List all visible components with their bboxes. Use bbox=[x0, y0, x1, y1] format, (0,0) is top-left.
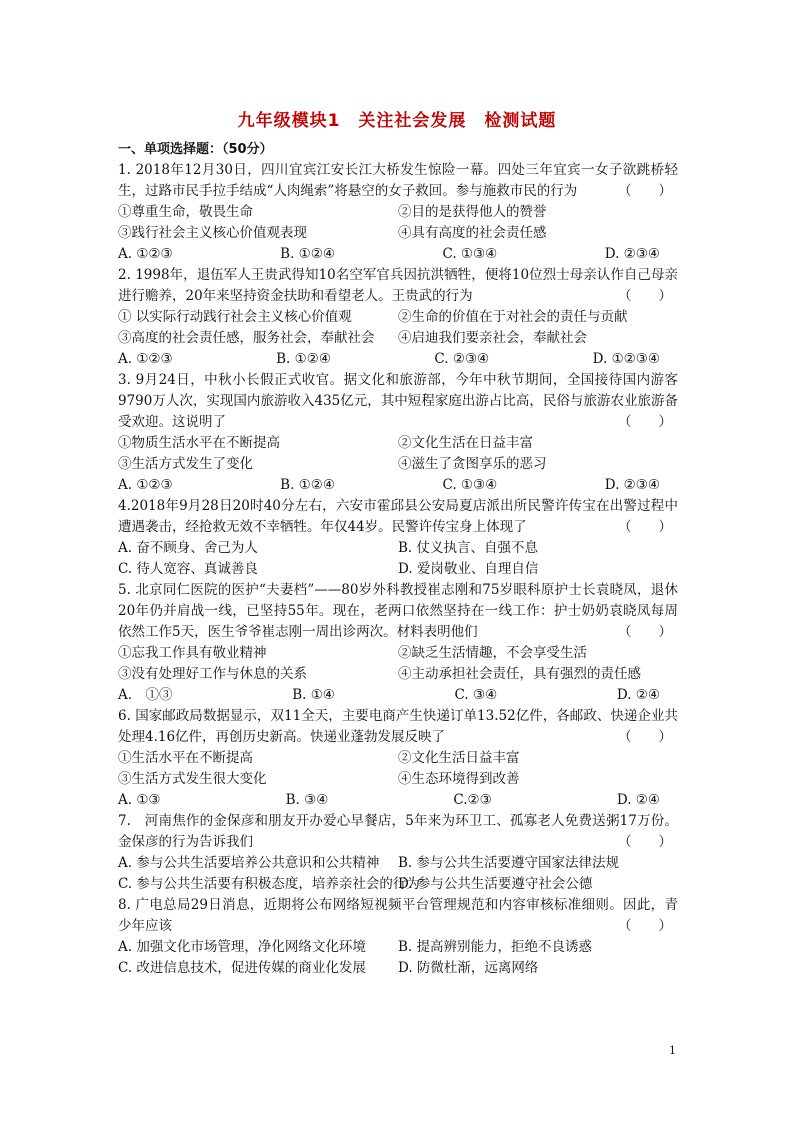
option-a: A. 参与公共生活要培养公共意识和公共精神 bbox=[118, 855, 380, 871]
option-a: A. 奋不顾身、舍己为人 bbox=[118, 540, 258, 556]
question-6 bbox=[118, 706, 678, 811]
option-b: B. ①②④ bbox=[280, 246, 335, 262]
option-b: B. ①②④ bbox=[280, 477, 335, 493]
option-b: B. ③④ bbox=[285, 792, 329, 808]
answer-bracket: （ ） bbox=[618, 183, 672, 199]
option-a: A. ①②③ bbox=[118, 246, 173, 262]
option-d: D. 参与公共生活要遵守社会公德 bbox=[398, 876, 593, 892]
question-stem: 8. 广电总局29日消息，近期将公布网络短视频平台管理规范和内容审核标准细则。因此，青少年应该 （ ） bbox=[118, 895, 678, 937]
statement-item: ①忘我工作具有敬业精神 bbox=[118, 645, 267, 661]
option-row bbox=[118, 475, 678, 496]
answer-bracket: （ ） bbox=[618, 414, 672, 430]
statement-item: ②目的是获得他人的赞誉 bbox=[398, 204, 547, 220]
question-1 bbox=[118, 160, 678, 265]
statement-item: ④启迪我们要亲社会，奉献社会 bbox=[398, 330, 587, 346]
option-row bbox=[118, 790, 678, 811]
question-8 bbox=[118, 895, 678, 979]
option-c: C. 改进信息技术，促进传媒的商业化发展 bbox=[118, 960, 366, 976]
option-row bbox=[118, 244, 678, 265]
question-3 bbox=[118, 370, 678, 496]
statement-item: ①尊重生命，敬畏生命 bbox=[118, 204, 253, 220]
question-stem: 3. 9月24日，中秋小长假正式收官。据文化和旅游部，今年中秋节期间，全国接待国内游客9790万人次，实现国内旅游收入435亿元，其中短程家庭出游占比高，民俗与旅游农业旅游备受欢迎。这说明了 （ ） bbox=[118, 370, 678, 433]
answer-bracket: （ ） bbox=[618, 624, 672, 640]
option-b: B. 参与公共生活要遵守国家法律法规 bbox=[398, 855, 620, 871]
option-c: C. ③④ bbox=[454, 687, 498, 703]
statement-item: ②生命的价值在于对社会的责任与贡献 bbox=[398, 309, 628, 325]
option-d: D. ②④ bbox=[616, 792, 660, 808]
statement-item: ③生活方式发生了变化 bbox=[118, 456, 253, 472]
question-stem: 4.2018年9月28日20时40分左右，六安市霍邱县公安局夏店派出所民警许传宝在出警过程中遭遇袭击，经抢救无效不幸牺牲。年仅44岁。民警许传宝身上体现了 （ ） bbox=[118, 496, 678, 538]
question-7 bbox=[118, 811, 678, 895]
answer-bracket: （ ） bbox=[618, 288, 672, 304]
option-d: D. 爱岗敬业、自理自信 bbox=[398, 561, 539, 577]
option-c: C. 参与公共生活要有积极态度，培养亲社会的行为 bbox=[118, 876, 420, 892]
option-d: D. ②④ bbox=[616, 687, 660, 703]
option-d: D. ②③④ bbox=[604, 477, 660, 493]
statement-item: ③生活方式发生很大变化 bbox=[118, 771, 267, 787]
question-2 bbox=[118, 265, 678, 370]
option-b: B. 仗义执言、自强不息 bbox=[398, 540, 539, 556]
option-a: A. ①③ bbox=[118, 792, 161, 808]
option-c: C. 待人宽容、真诚善良 bbox=[118, 561, 258, 577]
answer-bracket: （ ） bbox=[618, 519, 672, 535]
document-body bbox=[118, 139, 678, 979]
option-c: C. ②③④ bbox=[434, 351, 490, 367]
statement-item: ④滋生了贪图享乐的恶习 bbox=[398, 456, 547, 472]
document-title: 九年级模块1 关注社会发展 检测试题 bbox=[237, 111, 557, 131]
option-b: B. ①④ bbox=[292, 687, 335, 703]
option-c: C. ①③④ bbox=[442, 246, 498, 262]
statement-item: ②文化生活日益丰富 bbox=[398, 750, 520, 766]
page-number: 1 bbox=[669, 1044, 676, 1057]
question-5 bbox=[118, 580, 678, 706]
question-4 bbox=[118, 496, 678, 580]
option-a: A. ①②③ bbox=[118, 351, 173, 367]
statement-item: ④主动承担社会责任，具有强烈的责任感 bbox=[398, 666, 641, 682]
statement-item: ③没有处理好工作与休息的关系 bbox=[118, 666, 307, 682]
statement-item: ④生态环境得到改善 bbox=[398, 771, 520, 787]
statement-item: ②缺乏生活情趣，不会享受生活 bbox=[398, 645, 587, 661]
answer-bracket: （ ） bbox=[618, 834, 672, 850]
question-stem: 1. 2018年12月30日，四川宜宾江安长江大桥发生惊险一幕。四处三年宜宾一女子欲跳桥轻生，过路市民手拉手结成“人肉绳索”将悬空的女子救回。参与施救市民的行为 （ ） bbox=[118, 160, 678, 202]
answer-bracket: （ ） bbox=[618, 918, 672, 934]
statement-item: ④具有高度的社会责任感 bbox=[398, 225, 547, 241]
option-row bbox=[118, 685, 678, 706]
option-b: B. ①②④ bbox=[276, 351, 331, 367]
option-c: C.②③ bbox=[453, 792, 492, 808]
option-a: A. 加强文化市场管理，净化网络文化环境 bbox=[118, 939, 366, 955]
statement-item: ③高度的社会责任感，服务社会，奉献社会 bbox=[118, 330, 375, 346]
question-stem: 5. 北京同仁医院的医护“夫妻档”——80岁外科教授崔志刚和75岁眼科原护士长袁晓凤，退休20年仍并肩战一线，已坚持55年。现在，老两口依然坚持在一线工作：护士奶奶袁晓凤每周依然工作5天，医生爷爷崔志刚一周出诊两次。材料表明他们 （ ） bbox=[118, 580, 678, 643]
option-d: D. ①②③④ bbox=[592, 351, 660, 367]
question-stem: 2. 1998年，退伍军人王贵武得知10名空军官兵因抗洪牺牲，便将10位烈士母亲认作自己母亲进行赡养，20年来坚持资金扶助和看望老人。王贵武的行为 （ ） bbox=[118, 265, 678, 307]
option-a: A. ①②③ bbox=[118, 477, 173, 493]
statement-item: ① 以实际行动践行社会主义核心价值观 bbox=[118, 309, 352, 325]
question-stem: 6. 国家邮政局数据显示，双11全天，主要电商产生快递订单13.52亿件，各邮政、快递企业共处理4.16亿件，再创历史新高。快递业蓬勃发展反映了 （ ） bbox=[118, 706, 678, 748]
question-stem: 7. 河南焦作的金保彦和朋友开办爱心早餐店，5年来为环卫工、孤寡老人免费送粥17万份。金保彦的行为告诉我们 （ ） bbox=[118, 811, 678, 853]
option-d: D. 防微杜渐，远离网络 bbox=[398, 960, 539, 976]
section-heading: 一、单项选择题：（50分） bbox=[118, 142, 273, 157]
option-d: D. ②③④ bbox=[604, 246, 660, 262]
option-row bbox=[118, 349, 678, 370]
option-c: C. ①③④ bbox=[442, 477, 498, 493]
statement-item: ①物质生活水平在不断提高 bbox=[118, 435, 280, 451]
option-b: B. 提高辨别能力，拒绝不良诱惑 bbox=[398, 939, 593, 955]
statement-item: ①生活水平在不断提高 bbox=[118, 750, 253, 766]
statement-item: ③践行社会主义核心价值观表现 bbox=[118, 225, 307, 241]
statement-item: ②文化生活在日益丰富 bbox=[398, 435, 533, 451]
option-a: A. ①③ bbox=[118, 687, 173, 703]
answer-bracket: （ ） bbox=[618, 729, 672, 745]
